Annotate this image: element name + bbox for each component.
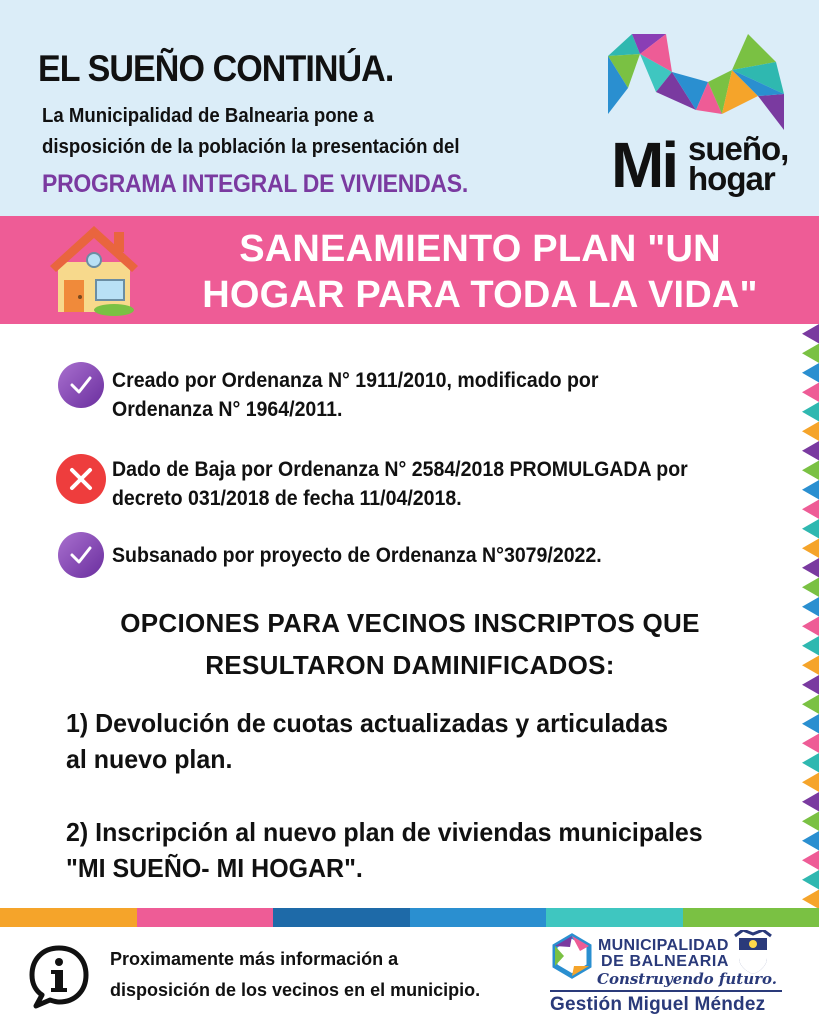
page-title: EL SUEÑO CONTINÚA. <box>38 48 394 89</box>
triangle-decoration <box>802 714 819 734</box>
stripe-segment <box>546 908 683 927</box>
triangle-decoration <box>802 422 819 442</box>
stripe-segment <box>137 908 274 927</box>
options-heading <box>60 602 760 686</box>
logo-line-1: sueño, <box>688 130 789 167</box>
option-1 <box>66 705 757 777</box>
house-icon <box>48 222 140 316</box>
triangle-decoration <box>802 636 819 656</box>
triangle-decoration <box>802 792 819 812</box>
footer-line-1: Proximamente más información a <box>110 949 399 969</box>
list-item <box>112 541 602 570</box>
check-circle-icon <box>58 532 104 578</box>
logo-sueno-hogar-text <box>688 130 789 197</box>
triangle-decoration <box>802 324 819 344</box>
item-line-2: Ordenanza N° 1964/2011. <box>112 398 343 421</box>
triangle-decoration <box>802 675 819 695</box>
decorative-triangle-border <box>800 324 819 910</box>
triangle-decoration <box>802 344 819 364</box>
option-1-line-1: 1) Devolución de cuotas actualizadas y articuladas <box>66 708 669 738</box>
item-line-1: Creado por Ordenanza N° 1911/2010, modificado por <box>112 369 599 392</box>
check-circle-icon <box>58 362 104 408</box>
stripe-segment <box>273 908 410 927</box>
triangle-decoration <box>802 890 819 910</box>
stripe-segment <box>410 908 547 927</box>
muni-gestion: Gestión Miguel Méndez <box>550 994 766 1015</box>
banner-title <box>170 226 790 318</box>
options-heading-line-1: OPCIONES PARA VECINOS INSCRIPTOS QUE <box>120 608 700 638</box>
program-name: PROGRAMA INTEGRAL DE VIVIENDAS. <box>42 170 468 198</box>
triangle-decoration <box>802 363 819 383</box>
option-2 <box>66 814 757 886</box>
logo-mi-text: Mi <box>611 129 677 201</box>
stripe-segment <box>683 908 819 927</box>
stripe-segment <box>0 908 137 927</box>
options-heading-line-2: RESULTARON DAMINIFICADOS: <box>205 650 615 680</box>
triangle-decoration <box>802 578 819 598</box>
banner-line-2: HOGAR PARA TODA LA VIDA" <box>202 274 758 316</box>
triangle-decoration <box>802 753 819 773</box>
triangle-decoration <box>802 519 819 539</box>
intro-line-2: disposición de la población la presentación del <box>42 136 460 158</box>
triangle-decoration <box>802 656 819 676</box>
option-2-line-2: "MI SUEÑO- MI HOGAR". <box>66 853 363 883</box>
list-item <box>112 455 688 513</box>
triangle-decoration <box>802 695 819 715</box>
option-1-line-2: al nuevo plan. <box>66 744 233 774</box>
triangle-decoration <box>802 441 819 461</box>
info-bubble-icon <box>28 944 90 1010</box>
cross-circle-icon <box>56 454 106 504</box>
item-line-1: Subsanado por proyecto de Ordenanza N°3079/2022. <box>112 544 602 567</box>
intro-line-1: La Municipalidad de Balnearia pone a <box>42 105 374 127</box>
triangle-decoration <box>802 831 819 851</box>
muni-divider <box>550 990 782 992</box>
footer-line-2: disposición de los vecinos en el municipio. <box>110 980 481 1000</box>
banner-line-1: SANEAMIENTO PLAN "UN <box>239 228 721 270</box>
color-stripe <box>0 908 819 927</box>
triangle-decoration <box>802 402 819 422</box>
triangle-decoration <box>802 558 819 578</box>
triangle-decoration <box>802 480 819 500</box>
triangle-decoration <box>802 773 819 793</box>
triangle-decoration <box>802 539 819 559</box>
triangle-decoration <box>802 461 819 481</box>
triangle-decoration <box>802 617 819 637</box>
footer-info-text <box>110 944 520 1006</box>
muni-name-line-2: DE BALNEARIA <box>601 953 730 970</box>
option-2-line-1: 2) Inscripción al nuevo plan de viviendas municipales <box>66 817 703 847</box>
triangle-decoration <box>802 851 819 871</box>
item-line-2: decreto 031/2018 de fecha 11/04/2018. <box>112 487 462 510</box>
coat-of-arms-icon <box>735 930 771 974</box>
muni-slogan: Construyendo futuro. <box>597 970 777 988</box>
triangle-decoration <box>802 870 819 890</box>
triangle-decoration <box>802 734 819 754</box>
triangle-decoration <box>802 500 819 520</box>
item-line-1: Dado de Baja por Ordenanza N° 2584/2018 PROMULGADA por <box>112 458 688 481</box>
intro-text <box>42 101 544 163</box>
triangle-decoration <box>802 597 819 617</box>
list-item <box>112 366 598 424</box>
triangle-decoration <box>802 383 819 403</box>
muni-name-line-1: MUNICIPALIDAD <box>598 937 729 954</box>
logo-line-2: hogar <box>688 160 775 197</box>
triangle-decoration <box>802 812 819 832</box>
